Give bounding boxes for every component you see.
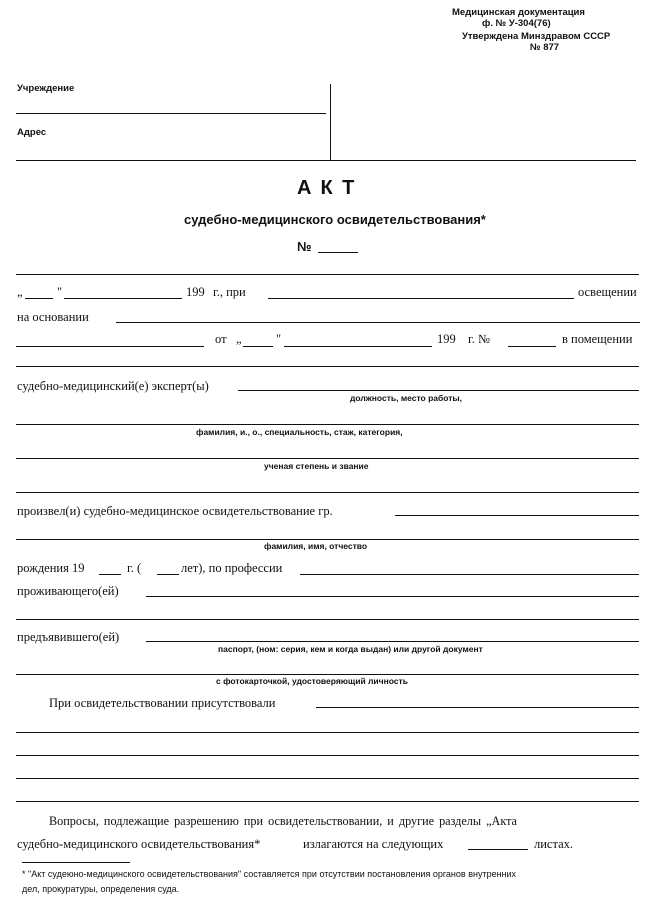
caption-passport: паспорт, (ном: серия, кем и когда выдан) или другой документ xyxy=(218,644,483,654)
blank-line-1[interactable] xyxy=(16,274,639,275)
basis-label: на основании xyxy=(17,310,89,324)
resident-label: проживающего(ей) xyxy=(17,584,119,598)
present-field-2[interactable] xyxy=(16,732,639,733)
ot-month-field[interactable] xyxy=(284,346,432,347)
ot-quote-open: „ xyxy=(236,332,242,346)
resident-continuation-field[interactable] xyxy=(16,619,639,620)
present-field-1[interactable] xyxy=(316,707,639,708)
caption-name: фамилия, и., о., специальность, стаж, категория, xyxy=(196,427,403,437)
doc-type-label: Медицинская документация xyxy=(452,7,585,18)
questions-line-2a: судебно-медицинского освидетельствования* xyxy=(17,837,261,851)
date-year-label: 199 xyxy=(186,285,205,299)
ot-day-field[interactable] xyxy=(243,346,273,347)
caption-degree: ученая степень и звание xyxy=(264,461,369,471)
profession-field[interactable] xyxy=(300,574,639,575)
institution-label: Учреждение xyxy=(17,83,75,94)
date-quote-close: " xyxy=(57,285,63,299)
ot-number-field[interactable] xyxy=(508,346,556,347)
profession-label: лет), по профессии xyxy=(181,561,283,575)
lighting-label: освещении xyxy=(578,285,637,299)
date-pri-label: г., при xyxy=(213,285,246,299)
present-field-4[interactable] xyxy=(16,778,639,779)
passport-field[interactable] xyxy=(16,674,639,675)
ot-label: от xyxy=(215,332,227,346)
caption-photo: с фотокарточкой, удостоверяющий личность xyxy=(216,676,408,686)
footnote-line-2: дел, прокуратуры, определения суда. xyxy=(22,884,180,894)
stamp-divider xyxy=(330,84,331,160)
questions-line-2c: листах. xyxy=(534,837,574,851)
birth-year-field[interactable] xyxy=(99,574,121,575)
ot-year-label: 199 xyxy=(437,332,456,346)
presenting-field[interactable] xyxy=(146,641,639,642)
sheets-count-field[interactable] xyxy=(468,849,528,850)
presenting-label: предъявившего(ей) xyxy=(17,630,120,644)
present-label: При освидетельствовании присутствовали xyxy=(49,696,276,710)
footnote-line-1: * "Акт судеюно-медицинского освидетельствования" составляется при отсутствии постановления органов внутренних xyxy=(22,869,517,879)
birth-label: рождения 19 xyxy=(17,561,85,575)
caption-position: должность, место работы, xyxy=(350,393,463,403)
fio-field[interactable] xyxy=(16,539,639,540)
number-label: № xyxy=(297,239,312,254)
approval-number-label: № 877 xyxy=(530,42,560,53)
form-number-label: ф. № У-304(76) xyxy=(482,18,551,29)
institution-line[interactable] xyxy=(16,113,326,114)
document-subtitle: судебно-медицинского освидетельствования* xyxy=(184,212,486,227)
room-field[interactable] xyxy=(16,366,639,367)
experts-degree-field[interactable] xyxy=(16,458,639,459)
room-label: в помещении xyxy=(562,332,633,346)
resident-field[interactable] xyxy=(146,596,639,597)
questions-line-1: Вопросы, подлежащие разрешению при освидетельствовании, и другие разделы „Акта xyxy=(49,814,517,828)
document-title: АКТ xyxy=(297,177,364,199)
approval-label: Утверждена Минздравом СССР xyxy=(462,31,611,42)
age-field[interactable] xyxy=(157,574,179,575)
address-label: Адрес xyxy=(17,127,47,138)
date-quote-open: „ xyxy=(17,285,23,299)
experts-label: судебно-медицинский(е) эксперт(ы) xyxy=(17,379,209,393)
present-field-5[interactable] xyxy=(16,801,639,802)
footnote-divider xyxy=(22,862,130,863)
lighting-field[interactable] xyxy=(268,298,574,299)
blank-line-2[interactable] xyxy=(16,492,639,493)
date-month-field[interactable] xyxy=(64,298,182,299)
performed-label: произвел(и) судебно-медицинское освидетельствование гр. xyxy=(17,504,333,518)
address-line[interactable] xyxy=(16,160,636,161)
questions-line-2b: излагаются на следующих xyxy=(303,837,444,851)
date-day-field[interactable] xyxy=(25,298,53,299)
caption-fio: фамилия, имя, отчество xyxy=(264,541,368,551)
experts-field[interactable] xyxy=(238,390,639,391)
performed-field[interactable] xyxy=(395,515,639,516)
present-field-3[interactable] xyxy=(16,755,639,756)
ot-quote-close: " xyxy=(276,332,282,346)
basis-continuation-field[interactable] xyxy=(16,346,204,347)
ot-g-number-label: г. № xyxy=(468,332,490,346)
experts-name-field[interactable] xyxy=(16,424,639,425)
birth-g-label: г. ( xyxy=(127,561,142,575)
basis-field[interactable] xyxy=(116,322,640,323)
number-field[interactable] xyxy=(318,252,358,253)
